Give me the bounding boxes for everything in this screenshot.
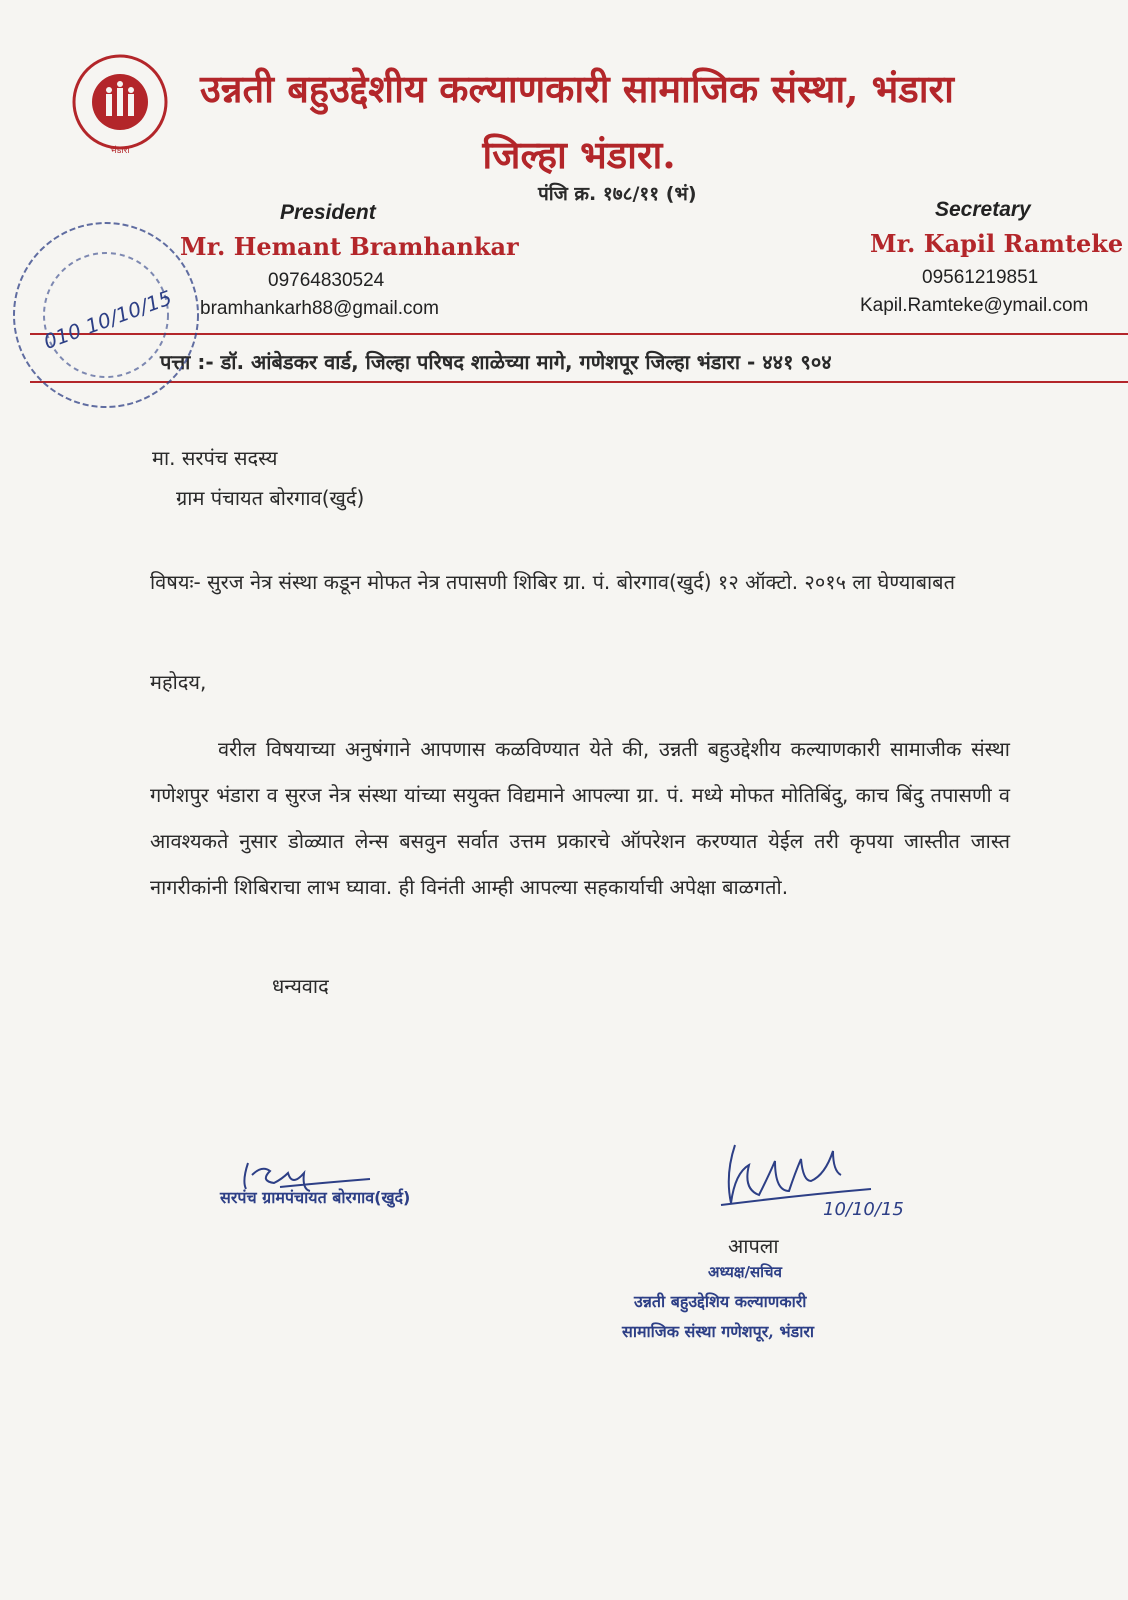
sender-label: आपला bbox=[728, 1234, 779, 1258]
secretary-email: Kapil.Ramteke@ymail.com bbox=[860, 295, 1089, 316]
closing: धन्यवाद bbox=[272, 974, 329, 998]
recipient-address: ग्राम पंचायत बोरगाव(खुर्द) bbox=[176, 486, 365, 510]
recipient-title: मा. सरपंच सदस्य bbox=[152, 446, 278, 470]
president-role: President bbox=[280, 201, 376, 224]
sarpanch-handwriting: सरपंच ग्रामपंचायत बोरगाव(खुर्द) bbox=[220, 1188, 411, 1207]
letter-body: वरील विषयाच्या अनुषंगाने आपणास कळविण्यात येते की, उन्नती बहुउद्देशीय कल्याणकारी सामाजीक संस्था गणेशपुर भंडारा व सुरज नेत्र संस्था यांच्या सयुक्त विद्यमाने आपल्या ग्रा. पं. मध्ये मोफत मोतिबिंदु, काच बिंदु तपासणी व आवश्यकते नुसार डोळ्यात लेन्स बसवुन सर्वात उत्तम प्रकारचे ऑपरेशन करण्यात येईल तरी कृपया जास्तीत जास्त नागरीकांनी शिबिराचा लाभ घ्यावा. ही विनंती आम्ही आपल्या सहकार्याची अपेक्षा बाळगतो. bbox=[150, 737, 1010, 899]
president-phone: 09764830524 bbox=[268, 270, 385, 291]
seal-designation: अध्यक्ष/सचिव bbox=[708, 1263, 782, 1281]
seal-location: सामाजिक संस्था गणेशपूर, भंडारा bbox=[622, 1322, 815, 1341]
secretary-name: Mr. Kapil Ramteke bbox=[870, 229, 1124, 258]
secretary-role: Secretary bbox=[935, 198, 1031, 221]
salutation: महोदय, bbox=[150, 670, 207, 694]
president-name: Mr. Hemant Bramhankar bbox=[180, 232, 519, 261]
received-stamp-text: 010 10/10/15 bbox=[40, 285, 175, 354]
organization-name: उन्नती बहुउद्देशीय कल्याणकारी सामाजिक संस्था, भंडारा bbox=[200, 66, 954, 111]
svg-text:भंडारा: भंडारा bbox=[110, 146, 130, 156]
sender-signature bbox=[715, 1135, 915, 1225]
seal-organization: उन्नती बहुउद्देशिय कल्याणकारी bbox=[634, 1292, 807, 1311]
organization-address: पत्ता :- डॉ. आंबेडकर वार्ड, जिल्हा परिषद शाळेच्या मागे, गणेशपूर जिल्हा भंडारा - ४४१ ९०४ bbox=[160, 350, 832, 374]
secretary-phone: 09561219851 bbox=[922, 267, 1039, 288]
president-email: bramhankarh88@gmail.com bbox=[200, 298, 439, 319]
sarpanch-acknowledgment-signature bbox=[160, 1145, 420, 1265]
signature-date: 10/10/15 bbox=[823, 1199, 904, 1220]
registration-number: पंजि क्र. १७८/११ (भं) bbox=[538, 183, 697, 205]
letter-subject: विषयः- सुरज नेत्र संस्था कडून मोफत नेत्र तपासणी शिबिर ग्रा. पं. बोरगाव(खुर्द) १२ ऑक्टो. २०१५ ला घेण्याबाबत bbox=[150, 570, 955, 594]
district-name: जिल्हा भंडारा. bbox=[482, 132, 676, 177]
received-stamp bbox=[6, 215, 206, 415]
